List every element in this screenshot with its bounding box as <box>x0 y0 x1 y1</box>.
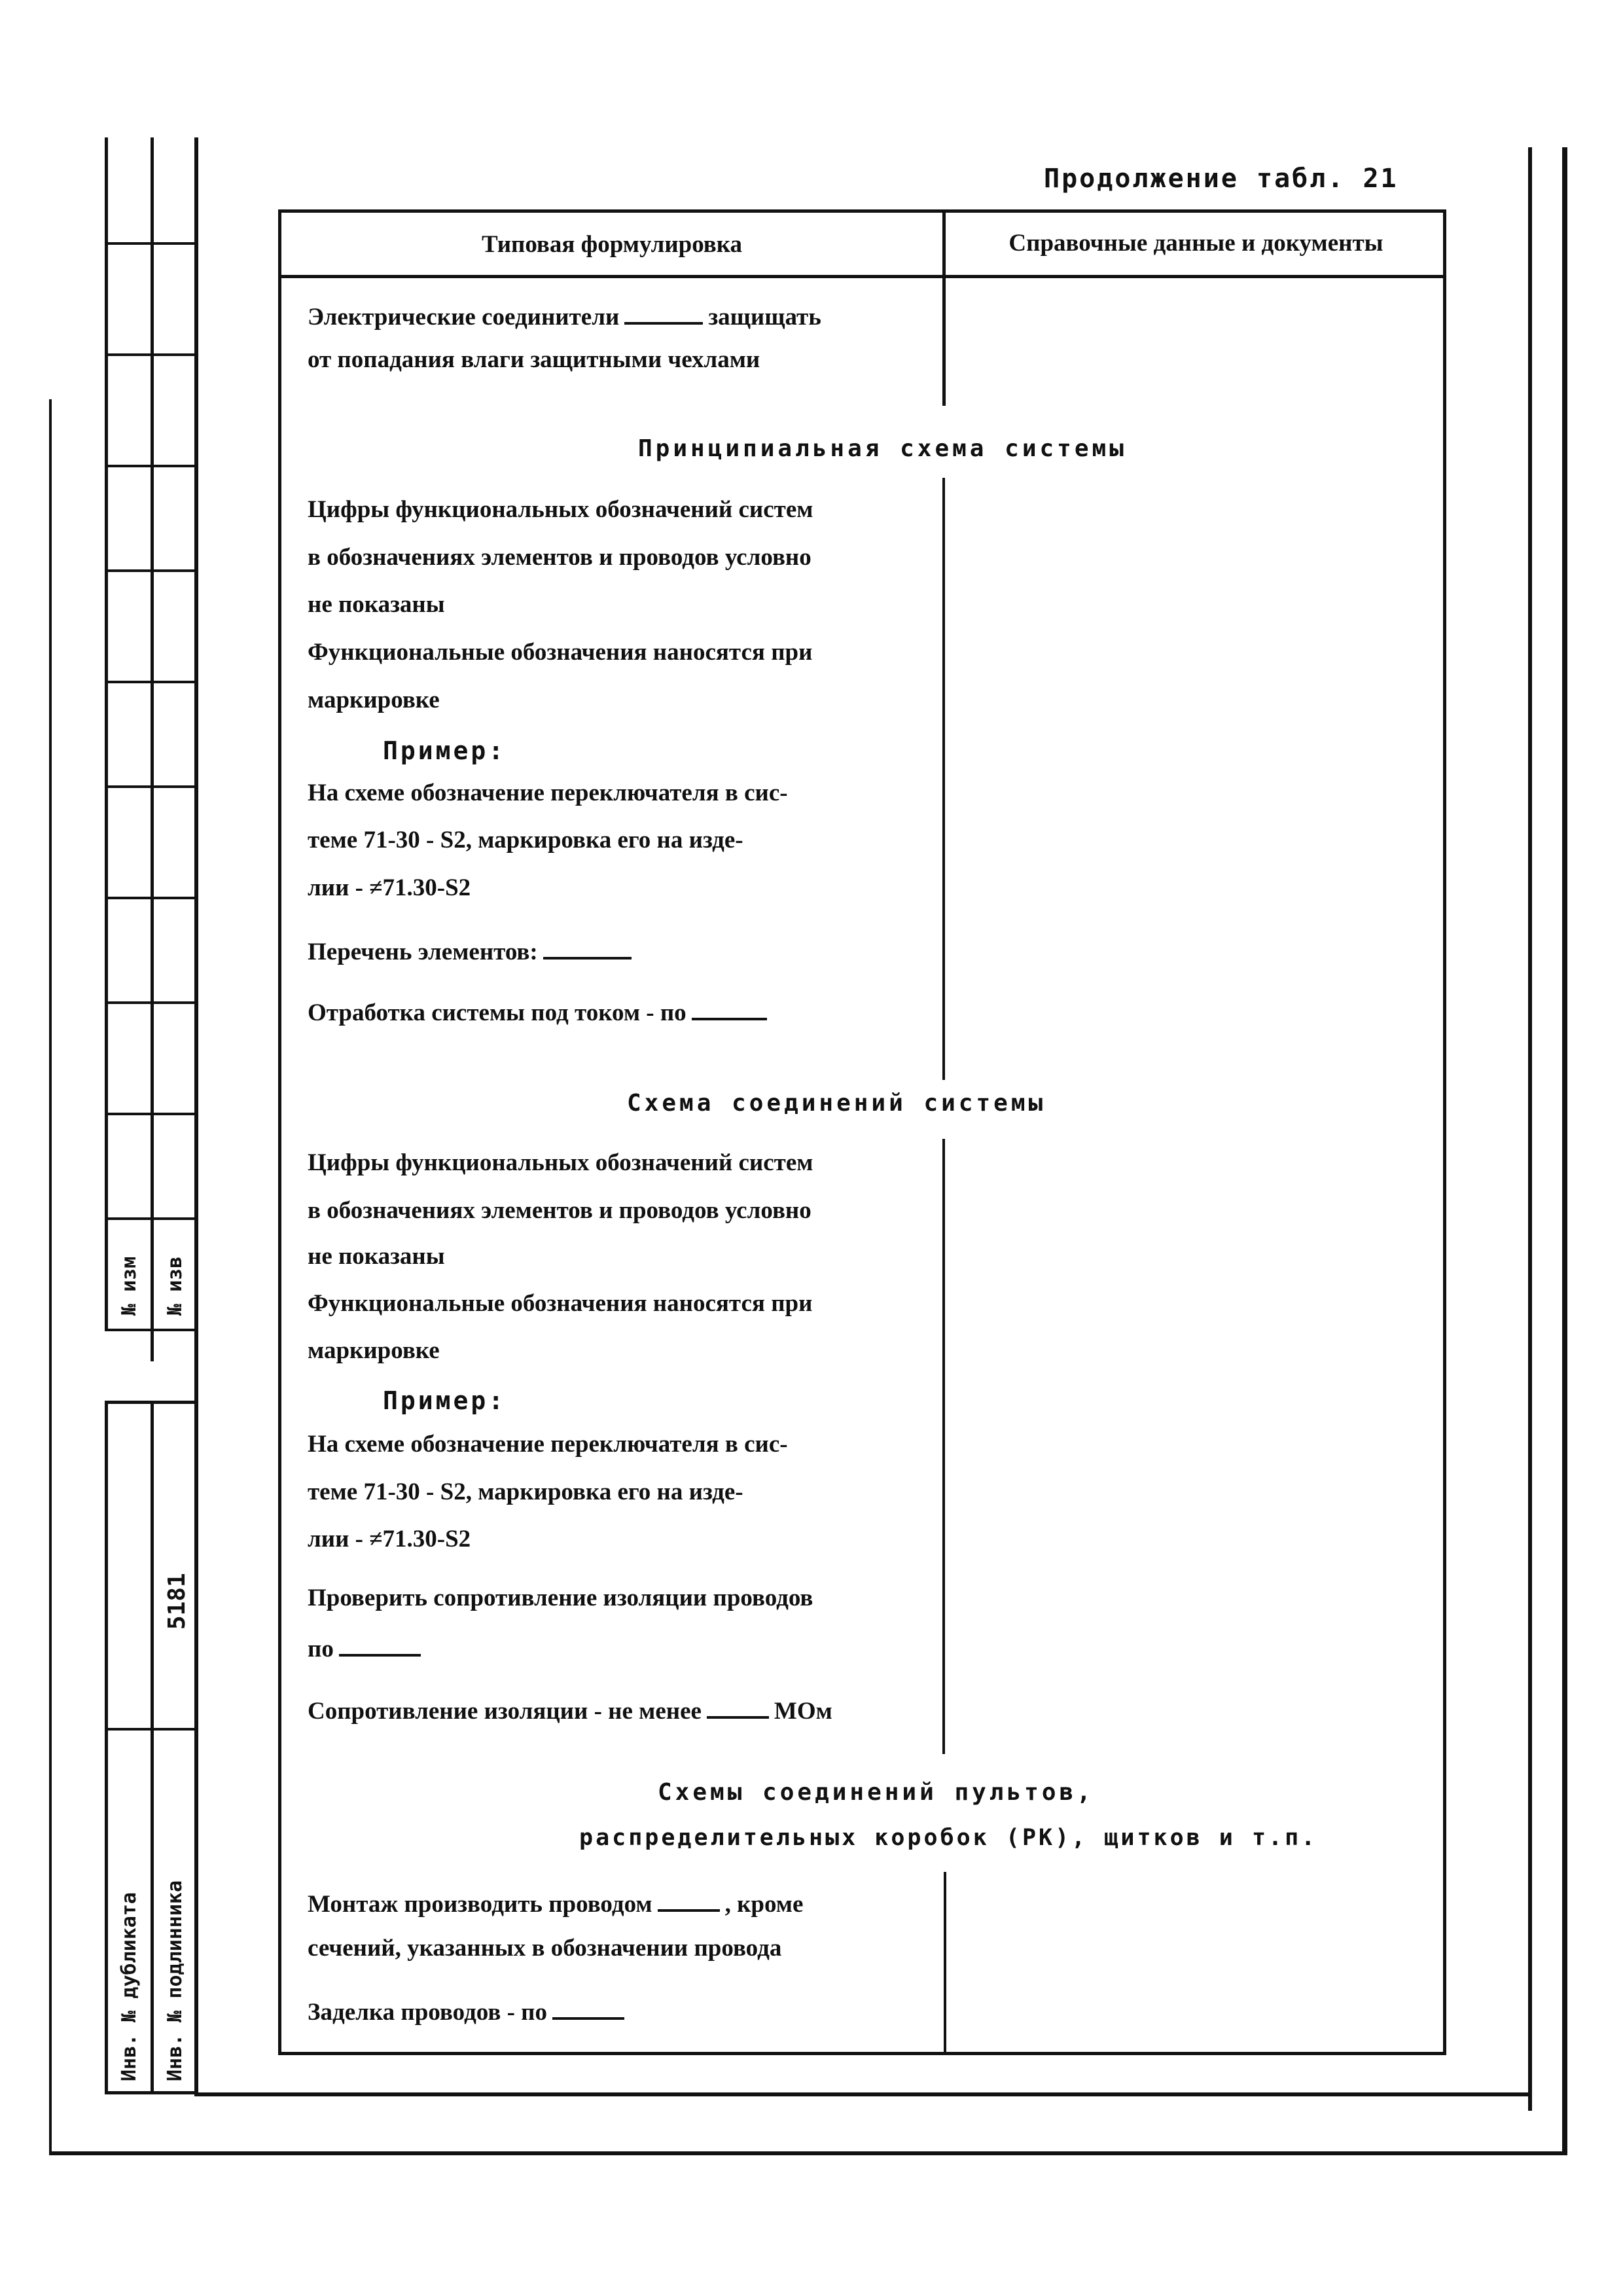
blank-field <box>658 1885 720 1912</box>
stamp-izm-label: № изм <box>118 1256 141 1316</box>
section2-insulation-by: по <box>308 1630 426 1663</box>
section1-line: не показаны <box>308 591 445 618</box>
section2-example-line: На схеме обозначение переключателя в сис- <box>308 1431 788 1458</box>
section1-line: Функциональные обозначения наносятся при <box>308 639 813 666</box>
section3-mount: Монтаж производить проводом , кроме <box>308 1885 803 1918</box>
section-heading-connection-scheme: Схема соединений системы <box>627 1090 1046 1117</box>
section2-insulation-check: Проверить сопротивление изоляции проводов <box>308 1585 813 1611</box>
section-heading-console-schemes-line2: распределительных коробок (РК), щитков и т.п. <box>579 1825 1318 1851</box>
section1-line: в обозначениях элементов и проводов условно <box>308 544 812 571</box>
section1-example-label: Пример: <box>383 736 507 765</box>
section1-example-line: лии - ≠71.30-S2 <box>308 874 471 901</box>
section1-element-list: Перечень элементов: <box>308 933 637 966</box>
section-heading-console-schemes: Схемы соединений пультов, <box>658 1779 1094 1806</box>
blank-field <box>339 1630 421 1657</box>
section1-example-line: теме 71-30 - S2, маркировка его на изде- <box>308 827 743 853</box>
section2-example-line: лии - ≠71.30-S2 <box>308 1526 471 1552</box>
section2-example-line: теме 71-30 - S2, маркировка его на изде- <box>308 1479 743 1505</box>
section1-line: Цифры функциональных обозначений систем <box>308 496 813 523</box>
blank-field <box>543 933 632 960</box>
column-header-typical-wording: Типовая формулировка <box>481 231 743 258</box>
stamp-original-label: Инв. № подлинника <box>164 1880 187 2081</box>
section-heading-principal-scheme: Принципиальная схема системы <box>638 435 1127 462</box>
section2-line: маркировке <box>308 1337 440 1364</box>
blank-field <box>552 1993 624 2020</box>
row-connectors-line2: от попадания влаги защитными чехлами <box>308 346 760 373</box>
stamp-duplicate-label: Инв. № дубликата <box>118 1892 141 2081</box>
section3-mount-line2: сечений, указанных в обозначении провода <box>308 1935 782 1962</box>
section2-line: в обозначениях элементов и проводов условно <box>308 1197 812 1224</box>
blank-field <box>692 994 767 1020</box>
section2-line: Функциональные обозначения наносятся при <box>308 1290 813 1317</box>
stamp-original-number: 5181 <box>164 1573 190 1630</box>
section2-insulation-min: Сопротивление изоляции - не менее МОм <box>308 1692 832 1725</box>
section3-termination: Заделка проводов - по <box>308 1993 630 2026</box>
column-header-reference-data: Справочные данные и документы <box>1008 230 1383 257</box>
table-continuation-label: Продолжение табл. 21 <box>1044 164 1399 194</box>
stamp-izv-label: № изв <box>164 1256 187 1316</box>
blank-field <box>624 298 703 325</box>
section2-line: Цифры функциональных обозначений систем <box>308 1149 813 1176</box>
row-connectors-line1: Электрические соединители защищать <box>308 298 821 331</box>
section1-testing: Отработка системы под током - по <box>308 994 772 1027</box>
section2-line: не показаны <box>308 1243 445 1270</box>
section2-example-label: Пример: <box>383 1386 507 1415</box>
section1-example-line: На схеме обозначение переключателя в сис- <box>308 780 788 806</box>
section1-line: маркировке <box>308 687 440 713</box>
blank-field <box>707 1692 769 1719</box>
